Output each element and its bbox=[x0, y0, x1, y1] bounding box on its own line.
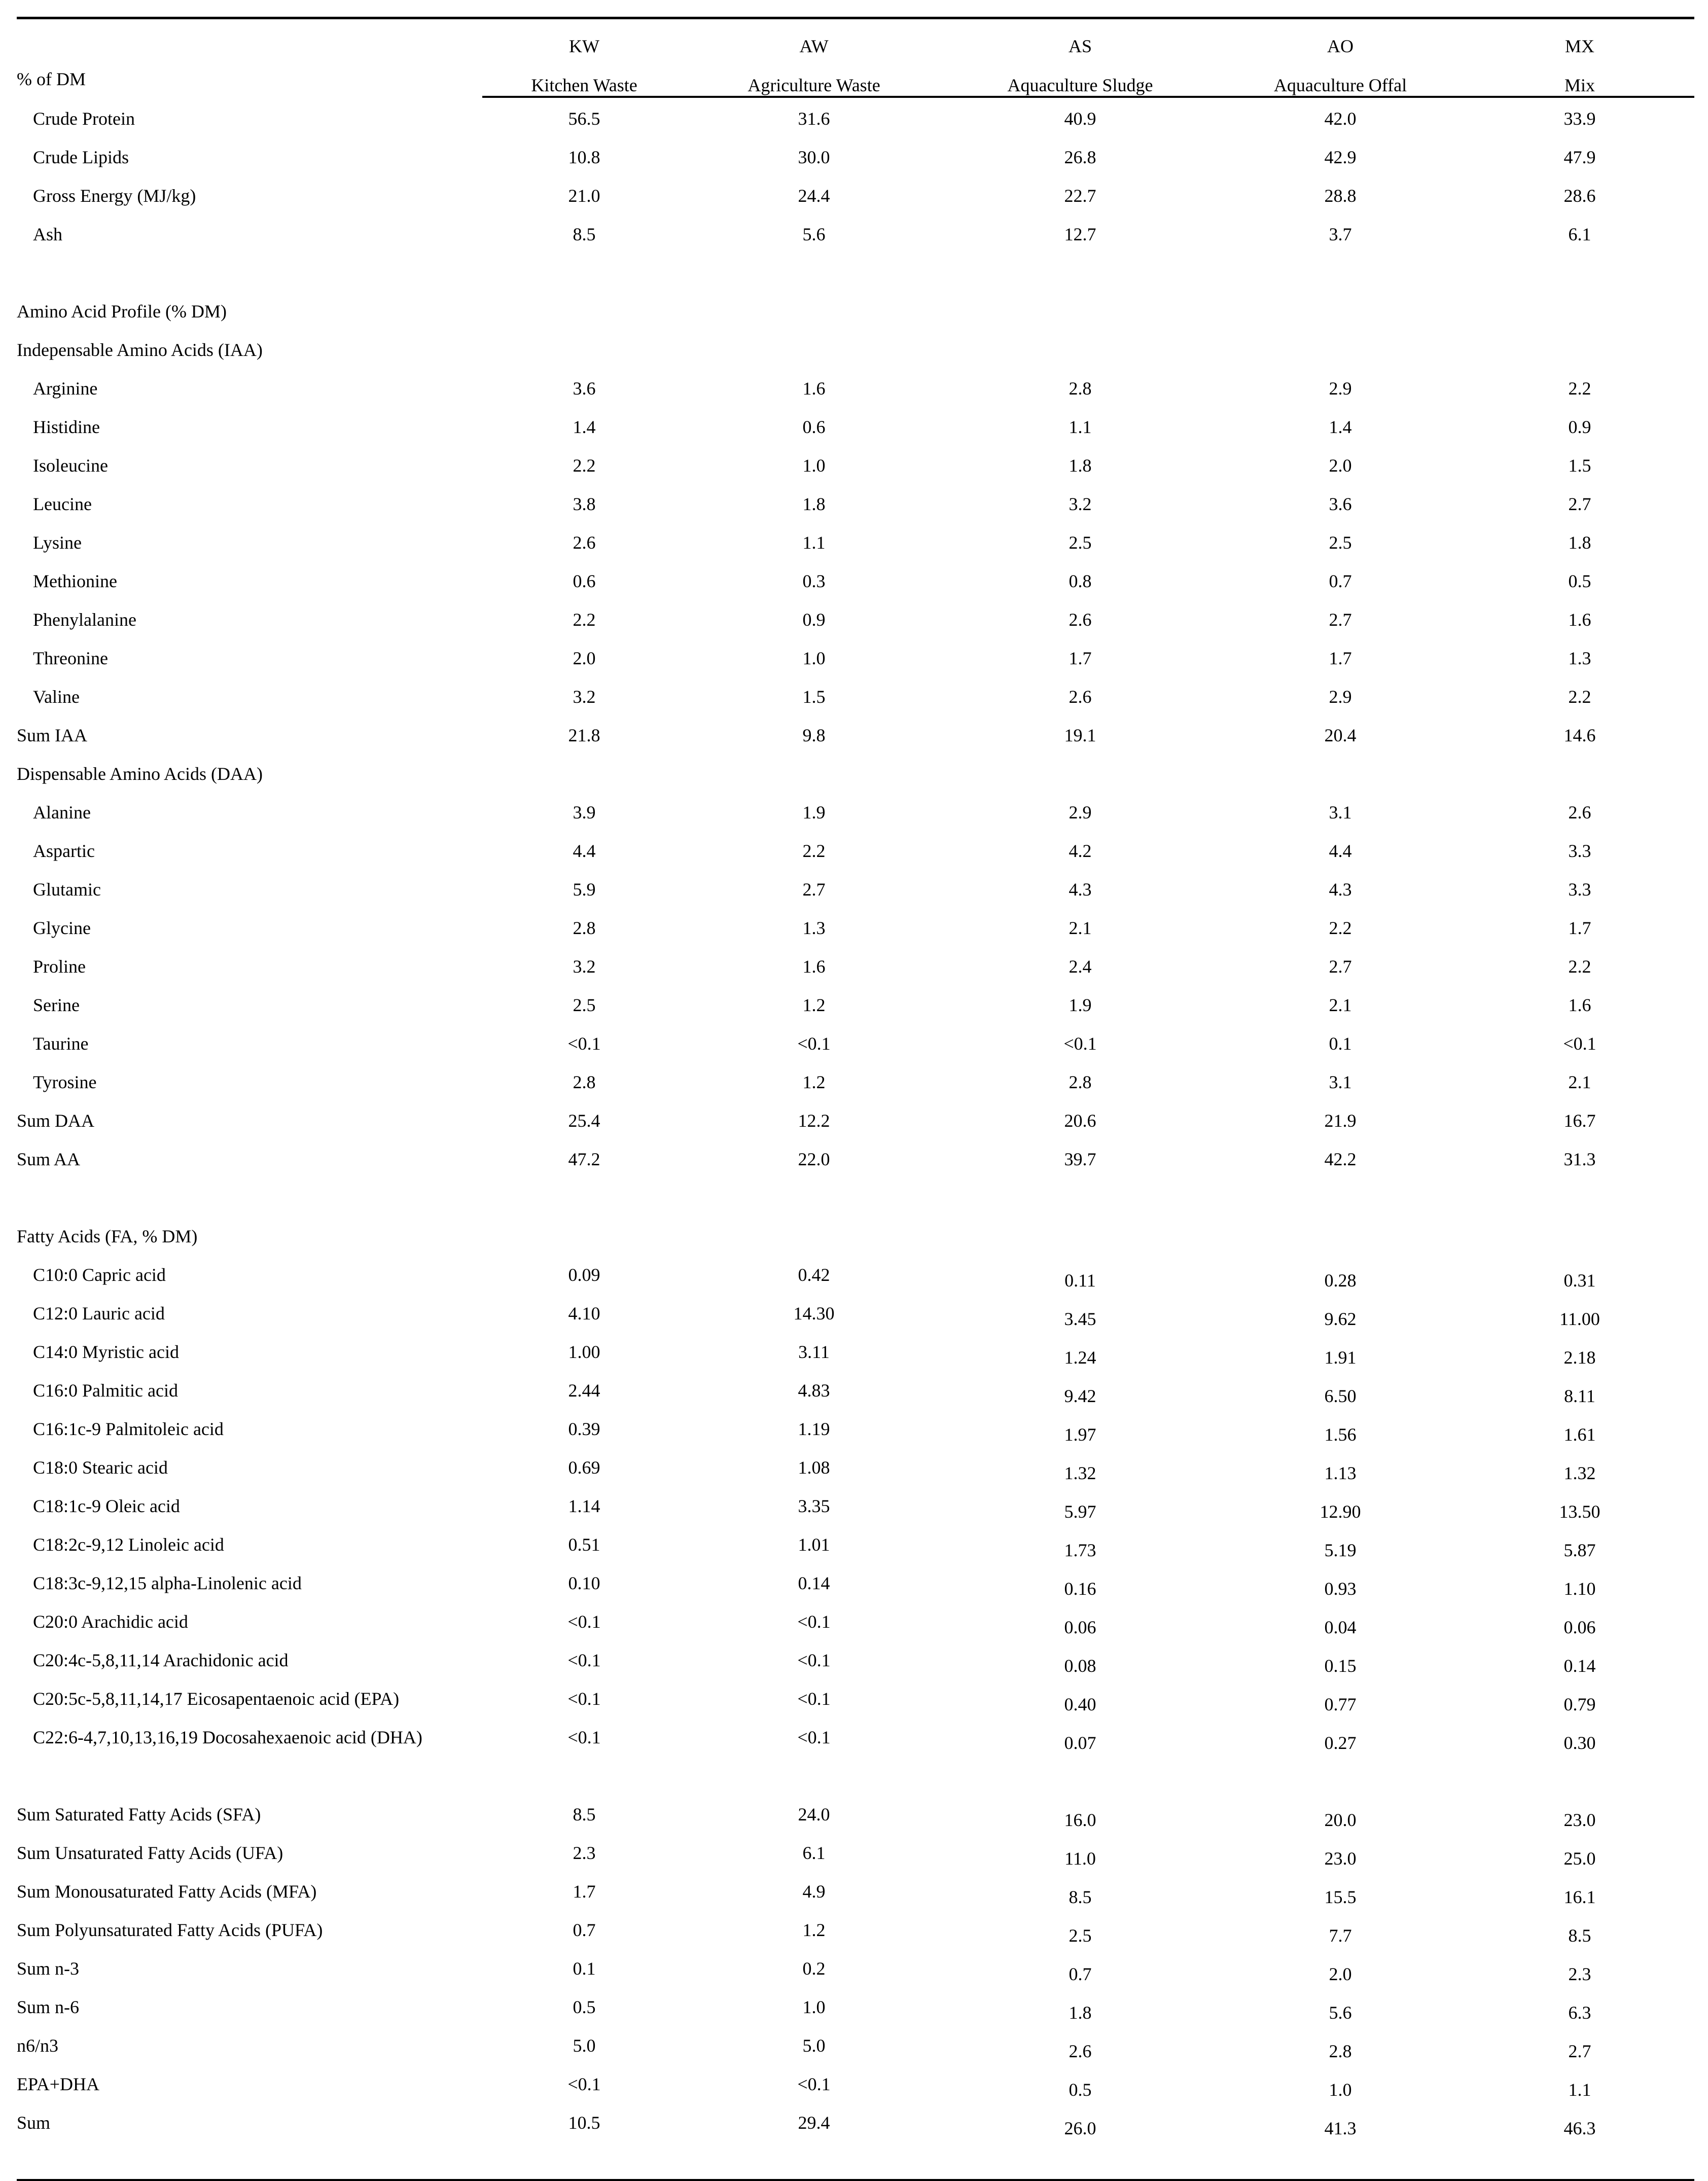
row-label: Sum IAA bbox=[17, 725, 88, 745]
cell-aw: 1.1 bbox=[802, 532, 826, 553]
cell-mx: 0.9 bbox=[1568, 417, 1591, 437]
cell-mx: 14.6 bbox=[1563, 725, 1596, 745]
cell-mx: 0.31 bbox=[1563, 1270, 1596, 1291]
cell-kw: 2.8 bbox=[573, 918, 596, 938]
cell-mx: 0.5 bbox=[1568, 571, 1591, 591]
cell-as: 1.32 bbox=[1064, 1463, 1096, 1483]
cell-aw: 1.5 bbox=[802, 687, 826, 707]
row-label: n6/n3 bbox=[17, 2035, 59, 2056]
cell-ao: 7.7 bbox=[1329, 1925, 1352, 1946]
row-label: C10:0 Capric acid bbox=[33, 1265, 166, 1285]
cell-aw: 31.6 bbox=[798, 109, 830, 129]
cell-as: 1.8 bbox=[1069, 2003, 1092, 2023]
cell-aw: 1.9 bbox=[802, 802, 826, 823]
cell-ao: 5.19 bbox=[1324, 1540, 1357, 1560]
cell-as: 1.9 bbox=[1069, 995, 1092, 1015]
cell-aw: 1.0 bbox=[802, 648, 826, 668]
cell-as: 1.1 bbox=[1069, 417, 1092, 437]
cell-as: 2.4 bbox=[1069, 956, 1092, 977]
cell-mx: 2.2 bbox=[1568, 378, 1591, 399]
row-label: C18:2c-9,12 Linoleic acid bbox=[33, 1534, 224, 1555]
cell-ao: 1.56 bbox=[1324, 1424, 1357, 1445]
cell-kw: 2.0 bbox=[573, 648, 596, 668]
cell-as: 0.06 bbox=[1064, 1617, 1096, 1637]
cell-ao: 41.3 bbox=[1324, 2118, 1357, 2138]
section-heading: Dispensable Amino Acids (DAA) bbox=[17, 764, 263, 784]
cell-kw: 5.9 bbox=[573, 879, 596, 900]
cell-aw: 1.01 bbox=[798, 1534, 830, 1555]
cell-ao: 2.9 bbox=[1329, 378, 1352, 399]
cell-aw: <0.1 bbox=[797, 1033, 831, 1054]
cell-kw: 3.8 bbox=[573, 494, 596, 514]
cell-kw: 47.2 bbox=[568, 1149, 600, 1169]
cell-ao: 2.0 bbox=[1329, 455, 1352, 476]
cell-as: 39.7 bbox=[1064, 1149, 1096, 1169]
cell-ao: 0.1 bbox=[1329, 1033, 1352, 1054]
cell-mx: 47.9 bbox=[1563, 147, 1596, 167]
cell-aw: 1.08 bbox=[798, 1457, 830, 1478]
cell-kw: 10.8 bbox=[568, 147, 600, 167]
cell-aw: 5.6 bbox=[802, 224, 826, 244]
cell-mx: 13.50 bbox=[1559, 1501, 1600, 1522]
cell-kw: 0.51 bbox=[568, 1534, 600, 1555]
cell-mx: 25.0 bbox=[1563, 1848, 1596, 1869]
cell-kw: 2.8 bbox=[573, 1072, 596, 1092]
cell-kw: 0.7 bbox=[573, 1920, 596, 1940]
cell-mx: 1.8 bbox=[1568, 532, 1591, 553]
cell-as: 2.5 bbox=[1069, 1925, 1092, 1946]
row-label: Taurine bbox=[33, 1033, 89, 1054]
cell-aw: 2.7 bbox=[802, 879, 826, 900]
cell-as: 0.07 bbox=[1064, 1733, 1096, 1753]
cell-kw: 4.4 bbox=[573, 841, 596, 861]
cell-aw: 0.14 bbox=[798, 1573, 830, 1593]
cell-ao: 28.8 bbox=[1324, 186, 1357, 206]
cell-kw: 25.4 bbox=[568, 1111, 600, 1131]
cell-mx: 1.1 bbox=[1568, 2080, 1591, 2100]
cell-as: 12.7 bbox=[1064, 224, 1096, 244]
cell-as: 9.42 bbox=[1064, 1386, 1096, 1406]
cell-as: 2.6 bbox=[1069, 610, 1092, 630]
column-name: Mix bbox=[1564, 75, 1595, 95]
cell-kw: 8.5 bbox=[573, 224, 596, 244]
cell-ao: 0.93 bbox=[1324, 1579, 1357, 1599]
cell-kw: 0.39 bbox=[568, 1419, 600, 1439]
cell-aw: <0.1 bbox=[797, 1650, 831, 1670]
cell-aw: 5.0 bbox=[802, 2035, 826, 2056]
cell-kw: 5.0 bbox=[573, 2035, 596, 2056]
row-label: Sum Polyunsaturated Fatty Acids (PUFA) bbox=[17, 1920, 323, 1940]
top-rule bbox=[17, 17, 1694, 19]
row-label: Arginine bbox=[33, 378, 98, 399]
cell-as: 1.97 bbox=[1064, 1424, 1096, 1445]
cell-kw: 3.2 bbox=[573, 956, 596, 977]
cell-as: 0.11 bbox=[1064, 1270, 1096, 1291]
cell-ao: 3.1 bbox=[1329, 802, 1352, 823]
bottom-rule bbox=[17, 2179, 1694, 2181]
row-label: Threonine bbox=[33, 648, 108, 668]
cell-aw: 0.42 bbox=[798, 1265, 830, 1285]
cell-kw: 0.10 bbox=[568, 1573, 600, 1593]
cell-mx: 2.1 bbox=[1568, 1072, 1591, 1092]
row-label: Tyrosine bbox=[33, 1072, 97, 1092]
cell-as: 4.3 bbox=[1069, 879, 1092, 900]
cell-aw: 22.0 bbox=[798, 1149, 830, 1169]
cell-mx: 1.7 bbox=[1568, 918, 1591, 938]
cell-aw: 3.11 bbox=[798, 1342, 830, 1362]
cell-kw: <0.1 bbox=[567, 1689, 601, 1709]
cell-ao: 1.13 bbox=[1324, 1463, 1357, 1483]
row-label: Histidine bbox=[33, 417, 100, 437]
cell-aw: 9.8 bbox=[802, 725, 826, 745]
cell-as: 3.2 bbox=[1069, 494, 1092, 514]
cell-as: 0.08 bbox=[1064, 1656, 1096, 1676]
cell-mx: 3.3 bbox=[1568, 841, 1591, 861]
row-label: C18:0 Stearic acid bbox=[33, 1457, 168, 1478]
row-label: Ash bbox=[33, 224, 63, 244]
cell-aw: 24.4 bbox=[798, 186, 830, 206]
cell-ao: 2.7 bbox=[1329, 610, 1352, 630]
cell-ao: 1.91 bbox=[1324, 1347, 1357, 1368]
cell-ao: 3.1 bbox=[1329, 1072, 1352, 1092]
cell-aw: 1.6 bbox=[802, 378, 826, 399]
cell-aw: 1.0 bbox=[802, 455, 826, 476]
row-label: Sum Unsaturated Fatty Acids (UFA) bbox=[17, 1843, 283, 1863]
column-code: AO bbox=[1327, 36, 1354, 56]
cell-ao: 15.5 bbox=[1324, 1887, 1357, 1907]
cell-ao: 9.62 bbox=[1324, 1309, 1357, 1329]
cell-mx: 33.9 bbox=[1563, 109, 1596, 129]
cell-mx: 28.6 bbox=[1563, 186, 1596, 206]
cell-as: 0.16 bbox=[1064, 1579, 1096, 1599]
cell-kw: 2.2 bbox=[573, 610, 596, 630]
cell-aw: 1.6 bbox=[802, 956, 826, 977]
cell-kw: 2.2 bbox=[573, 455, 596, 476]
cell-ao: 0.7 bbox=[1329, 571, 1352, 591]
cell-mx: <0.1 bbox=[1563, 1033, 1596, 1054]
cell-as: 3.45 bbox=[1064, 1309, 1096, 1329]
cell-ao: 42.2 bbox=[1324, 1149, 1357, 1169]
cell-mx: 0.30 bbox=[1563, 1733, 1596, 1753]
cell-mx: 6.3 bbox=[1568, 2003, 1591, 2023]
cell-kw: 0.1 bbox=[573, 1958, 596, 1979]
cell-kw: 3.9 bbox=[573, 802, 596, 823]
cell-aw: 1.2 bbox=[802, 1920, 826, 1940]
cell-as: 0.8 bbox=[1069, 571, 1092, 591]
cell-mx: 1.5 bbox=[1568, 455, 1591, 476]
cell-kw: 2.3 bbox=[573, 1843, 596, 1863]
row-label: Serine bbox=[33, 995, 80, 1015]
cell-as: <0.1 bbox=[1063, 1033, 1097, 1054]
cell-ao: 4.3 bbox=[1329, 879, 1352, 900]
cell-mx: 2.2 bbox=[1568, 956, 1591, 977]
cell-mx: 2.6 bbox=[1568, 802, 1591, 823]
cell-kw: <0.1 bbox=[567, 1727, 601, 1747]
cell-ao: 0.28 bbox=[1324, 1270, 1357, 1291]
cell-ao: 21.9 bbox=[1324, 1111, 1357, 1131]
cell-mx: 1.6 bbox=[1568, 610, 1591, 630]
cell-kw: <0.1 bbox=[567, 1033, 601, 1054]
cell-aw: <0.1 bbox=[797, 1612, 831, 1632]
cell-ao: 1.7 bbox=[1329, 648, 1352, 668]
cell-as: 20.6 bbox=[1064, 1111, 1096, 1131]
cell-aw: 1.2 bbox=[802, 1072, 826, 1092]
cell-kw: 21.8 bbox=[568, 725, 600, 745]
row-label: Methionine bbox=[33, 571, 117, 591]
cell-aw: 0.6 bbox=[802, 417, 826, 437]
row-label: Sum AA bbox=[17, 1149, 81, 1169]
cell-ao: 2.0 bbox=[1329, 1964, 1352, 1984]
cell-aw: 1.0 bbox=[802, 1997, 826, 2017]
cell-ao: 0.15 bbox=[1324, 1656, 1357, 1676]
row-label: Aspartic bbox=[33, 841, 95, 861]
cell-aw: 1.19 bbox=[798, 1419, 830, 1439]
cell-kw: 2.6 bbox=[573, 532, 596, 553]
cell-as: 11.0 bbox=[1064, 1848, 1096, 1869]
cell-ao: 2.5 bbox=[1329, 532, 1352, 553]
cell-ao: 12.90 bbox=[1320, 1501, 1361, 1522]
cell-as: 1.8 bbox=[1069, 455, 1092, 476]
cell-mx: 31.3 bbox=[1563, 1149, 1596, 1169]
row-label: C22:6-4,7,10,13,16,19 Docosahexaenoic acid (DHA) bbox=[33, 1727, 422, 1747]
cell-aw: <0.1 bbox=[797, 2074, 831, 2094]
cell-ao: 2.2 bbox=[1329, 918, 1352, 938]
cell-as: 22.7 bbox=[1064, 186, 1096, 206]
cell-ao: 3.7 bbox=[1329, 224, 1352, 244]
cell-ao: 1.4 bbox=[1329, 417, 1352, 437]
row-label: Sum n-6 bbox=[17, 1997, 80, 2017]
cell-aw: 14.30 bbox=[793, 1303, 835, 1324]
cell-ao: 42.9 bbox=[1324, 147, 1357, 167]
cell-aw: 0.3 bbox=[802, 571, 826, 591]
cell-kw: <0.1 bbox=[567, 2074, 601, 2094]
cell-ao: 20.4 bbox=[1324, 725, 1357, 745]
cell-mx: 8.11 bbox=[1564, 1386, 1595, 1406]
row-label: C20:0 Arachidic acid bbox=[33, 1612, 188, 1632]
cell-as: 2.6 bbox=[1069, 2041, 1092, 2061]
column-name: Aquaculture Offal bbox=[1273, 75, 1407, 95]
cell-as: 4.2 bbox=[1069, 841, 1092, 861]
cell-as: 2.8 bbox=[1069, 378, 1092, 399]
cell-aw: <0.1 bbox=[797, 1727, 831, 1747]
row-label: Sum Saturated Fatty Acids (SFA) bbox=[17, 1804, 261, 1825]
header-rule bbox=[482, 96, 1694, 98]
cell-as: 2.5 bbox=[1069, 532, 1092, 553]
cell-mx: 1.10 bbox=[1563, 1579, 1596, 1599]
cell-as: 5.97 bbox=[1064, 1501, 1096, 1522]
row-label: Alanine bbox=[33, 802, 91, 823]
cell-as: 1.73 bbox=[1064, 1540, 1096, 1560]
cell-ao: 5.6 bbox=[1329, 2003, 1352, 2023]
cell-ao: 0.04 bbox=[1324, 1617, 1357, 1637]
column-name: Agriculture Waste bbox=[748, 75, 880, 95]
row-label: Phenylalanine bbox=[33, 610, 136, 630]
cell-kw: 0.69 bbox=[568, 1457, 600, 1478]
cell-mx: 2.3 bbox=[1568, 1964, 1591, 1984]
row-label: Proline bbox=[33, 956, 86, 977]
row-label: Sum n-3 bbox=[17, 1958, 80, 1979]
row-label: Leucine bbox=[33, 494, 92, 514]
cell-mx: 2.18 bbox=[1563, 1347, 1596, 1368]
cell-ao: 23.0 bbox=[1324, 1848, 1357, 1869]
row-label: Crude Lipids bbox=[33, 147, 129, 167]
cell-ao: 0.27 bbox=[1324, 1733, 1357, 1753]
cell-as: 1.7 bbox=[1069, 648, 1092, 668]
cell-kw: 3.6 bbox=[573, 378, 596, 399]
cell-aw: 4.83 bbox=[798, 1380, 830, 1401]
cell-as: 16.0 bbox=[1064, 1810, 1096, 1830]
cell-aw: 0.9 bbox=[802, 610, 826, 630]
row-label: C20:5c-5,8,11,14,17 Eicosapentaenoic acid (EPA) bbox=[33, 1689, 400, 1709]
column-name: Kitchen Waste bbox=[531, 75, 637, 95]
row-label: C18:3c-9,12,15 alpha-Linolenic acid bbox=[33, 1573, 302, 1593]
cell-aw: 1.8 bbox=[802, 494, 826, 514]
section-heading: Indepensable Amino Acids (IAA) bbox=[17, 340, 263, 360]
cell-kw: 10.5 bbox=[568, 2113, 600, 2133]
cell-kw: 2.44 bbox=[568, 1380, 600, 1401]
column-code: MX bbox=[1564, 36, 1595, 56]
cell-aw: 1.3 bbox=[802, 918, 826, 938]
cell-kw: 8.5 bbox=[573, 1804, 596, 1825]
cell-as: 26.8 bbox=[1064, 147, 1096, 167]
cell-ao: 4.4 bbox=[1329, 841, 1352, 861]
cell-as: 26.0 bbox=[1064, 2118, 1096, 2138]
cell-as: 0.7 bbox=[1069, 1964, 1092, 1984]
cell-ao: 20.0 bbox=[1324, 1810, 1357, 1830]
row-label: C18:1c-9 Oleic acid bbox=[33, 1496, 180, 1516]
cell-aw: <0.1 bbox=[797, 1689, 831, 1709]
cell-kw: 21.0 bbox=[568, 186, 600, 206]
cell-as: 0.40 bbox=[1064, 1694, 1096, 1714]
row-label: Sum DAA bbox=[17, 1111, 95, 1131]
cell-mx: 16.1 bbox=[1563, 1887, 1596, 1907]
cell-kw: <0.1 bbox=[567, 1650, 601, 1670]
row-label: Crude Protein bbox=[33, 109, 135, 129]
cell-as: 8.5 bbox=[1069, 1887, 1092, 1907]
column-code: AS bbox=[1068, 36, 1092, 56]
cell-mx: 16.7 bbox=[1563, 1111, 1596, 1131]
cell-kw: 56.5 bbox=[568, 109, 600, 129]
section-heading: Amino Acid Profile (% DM) bbox=[17, 301, 227, 321]
cell-mx: 46.3 bbox=[1563, 2118, 1596, 2138]
cell-ao: 6.50 bbox=[1324, 1386, 1357, 1406]
cell-aw: 29.4 bbox=[798, 2113, 830, 2133]
cell-aw: 30.0 bbox=[798, 147, 830, 167]
cell-kw: 0.5 bbox=[573, 1997, 596, 2017]
cell-aw: 1.2 bbox=[802, 995, 826, 1015]
cell-kw: 1.7 bbox=[573, 1881, 596, 1902]
cell-mx: 0.79 bbox=[1563, 1694, 1596, 1714]
cell-mx: 0.06 bbox=[1563, 1617, 1596, 1637]
row-label: Gross Energy (MJ/kg) bbox=[33, 186, 196, 206]
cell-ao: 1.0 bbox=[1329, 2080, 1352, 2100]
cell-mx: 1.32 bbox=[1563, 1463, 1596, 1483]
cell-mx: 2.7 bbox=[1568, 494, 1591, 514]
row-label: Valine bbox=[33, 687, 80, 707]
cell-aw: 3.35 bbox=[798, 1496, 830, 1516]
cell-mx: 8.5 bbox=[1568, 1925, 1591, 1946]
cell-kw: 0.6 bbox=[573, 571, 596, 591]
column-name: Aquaculture Sludge bbox=[1007, 75, 1153, 95]
cell-aw: 4.9 bbox=[802, 1881, 826, 1902]
row-label: Glycine bbox=[33, 918, 91, 938]
cell-mx: 2.2 bbox=[1568, 687, 1591, 707]
row-label: EPA+DHA bbox=[17, 2074, 100, 2094]
cell-mx: 3.3 bbox=[1568, 879, 1591, 900]
row-label: C16:1c-9 Palmitoleic acid bbox=[33, 1419, 224, 1439]
cell-kw: 4.10 bbox=[568, 1303, 600, 1324]
cell-ao: 2.8 bbox=[1329, 2041, 1352, 2061]
cell-aw: 0.2 bbox=[802, 1958, 826, 1979]
cell-mx: 2.7 bbox=[1568, 2041, 1591, 2061]
row-label: C20:4c-5,8,11,14 Arachidonic acid bbox=[33, 1650, 289, 1670]
cell-kw: 1.4 bbox=[573, 417, 596, 437]
cell-mx: 1.61 bbox=[1563, 1424, 1596, 1445]
row-label: Lysine bbox=[33, 532, 82, 553]
row-label: Sum Monousaturated Fatty Acids (MFA) bbox=[17, 1881, 317, 1902]
cell-mx: 1.6 bbox=[1568, 995, 1591, 1015]
cell-ao: 2.1 bbox=[1329, 995, 1352, 1015]
cell-aw: 24.0 bbox=[798, 1804, 830, 1825]
row-label: C14:0 Myristic acid bbox=[33, 1342, 179, 1362]
column-code: KW bbox=[569, 36, 599, 56]
cell-mx: 1.3 bbox=[1568, 648, 1591, 668]
row-label: C16:0 Palmitic acid bbox=[33, 1380, 178, 1401]
cell-ao: 3.6 bbox=[1329, 494, 1352, 514]
row-label: Sum bbox=[17, 2113, 51, 2133]
cell-mx: 5.87 bbox=[1563, 1540, 1596, 1560]
cell-ao: 2.7 bbox=[1329, 956, 1352, 977]
section-heading: Fatty Acids (FA, % DM) bbox=[17, 1226, 198, 1246]
cell-ao: 2.9 bbox=[1329, 687, 1352, 707]
cell-ao: 0.77 bbox=[1324, 1694, 1357, 1714]
cell-kw: 1.14 bbox=[568, 1496, 600, 1516]
row-label: Isoleucine bbox=[33, 455, 108, 476]
cell-kw: 1.00 bbox=[568, 1342, 600, 1362]
cell-as: 1.24 bbox=[1064, 1347, 1096, 1368]
cell-as: 19.1 bbox=[1064, 725, 1096, 745]
cell-kw: 2.5 bbox=[573, 995, 596, 1015]
cell-mx: 11.00 bbox=[1559, 1309, 1600, 1329]
cell-as: 2.1 bbox=[1069, 918, 1092, 938]
cell-mx: 23.0 bbox=[1563, 1810, 1596, 1830]
column-code: AW bbox=[799, 36, 829, 56]
cell-mx: 6.1 bbox=[1568, 224, 1591, 244]
corner-label: % of DM bbox=[17, 69, 86, 89]
cell-ao: 42.0 bbox=[1324, 109, 1357, 129]
cell-aw: 12.2 bbox=[798, 1111, 830, 1131]
cell-kw: <0.1 bbox=[567, 1612, 601, 1632]
cell-as: 2.6 bbox=[1069, 687, 1092, 707]
cell-as: 0.5 bbox=[1069, 2080, 1092, 2100]
cell-as: 40.9 bbox=[1064, 109, 1096, 129]
cell-as: 2.9 bbox=[1069, 802, 1092, 823]
row-label: Glutamic bbox=[33, 879, 101, 900]
cell-aw: 2.2 bbox=[802, 841, 826, 861]
cell-kw: 0.09 bbox=[568, 1265, 600, 1285]
cell-as: 2.8 bbox=[1069, 1072, 1092, 1092]
row-label: C12:0 Lauric acid bbox=[33, 1303, 165, 1324]
cell-mx: 0.14 bbox=[1563, 1656, 1596, 1676]
cell-aw: 6.1 bbox=[802, 1843, 826, 1863]
cell-kw: 3.2 bbox=[573, 687, 596, 707]
